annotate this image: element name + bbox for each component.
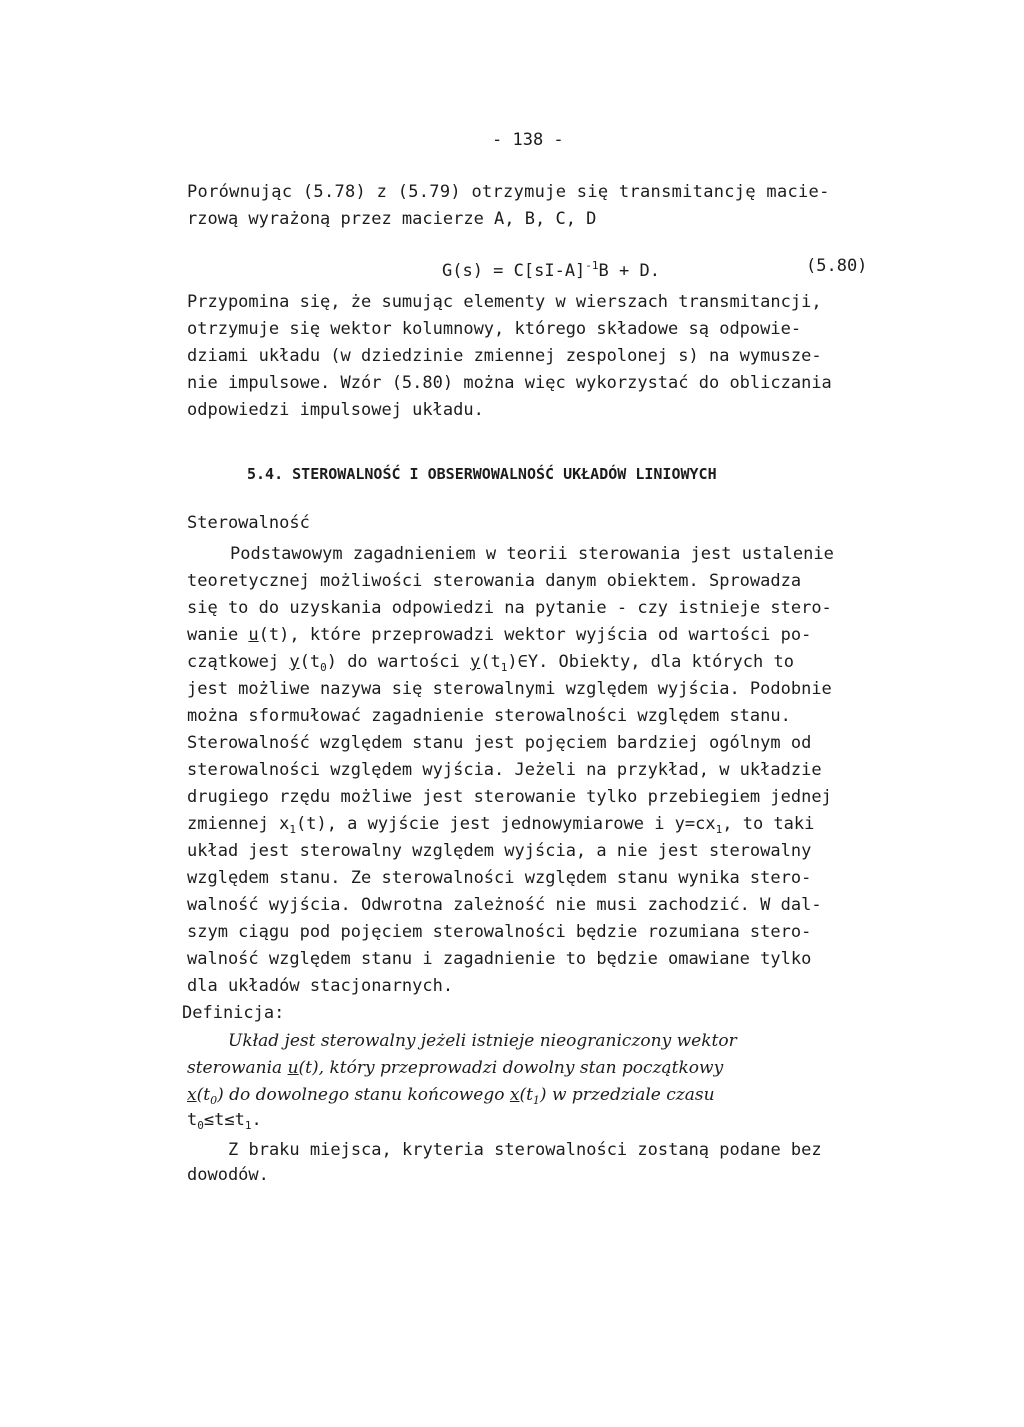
text-run: , to taki bbox=[722, 814, 815, 834]
paragraph-line: Przypomina się, że sumując elementy w wierszach transmitancji, bbox=[187, 292, 822, 312]
text-run: t bbox=[187, 1110, 198, 1130]
text-run: (t bbox=[519, 1085, 533, 1105]
vector-x: x bbox=[509, 1085, 520, 1105]
text-run: ) do wartości bbox=[326, 652, 471, 672]
intro-line-2: rzową wyrażoną przez macierze A, B, C, D bbox=[187, 209, 597, 229]
text-run: (t bbox=[480, 652, 501, 672]
paragraph-line: można sformułować zagadnienie sterowalności względem stanu. bbox=[187, 706, 791, 726]
paragraph-line bbox=[187, 623, 811, 647]
paragraph-line: jest możliwe nazywa się sterowalnymi względem wyjścia. Podobnie bbox=[187, 679, 832, 699]
text-run: ) w przedziale czasu bbox=[539, 1085, 715, 1105]
equation bbox=[442, 254, 660, 283]
text-run: czątkowej bbox=[187, 652, 290, 672]
equation-number: (5.80) bbox=[806, 256, 868, 276]
subscript: 1 bbox=[500, 661, 508, 674]
paragraph-line bbox=[187, 812, 814, 842]
definition-line bbox=[187, 1108, 262, 1138]
subscript: 1 bbox=[289, 823, 296, 836]
subscript: 0 bbox=[210, 1094, 218, 1107]
subscript: 0 bbox=[320, 661, 327, 674]
page-number: - 138 - bbox=[492, 130, 564, 150]
text-run: ≤t≤t bbox=[203, 1110, 245, 1130]
paragraph-line: drugiego rzędu możliwe jest sterowanie tylko przebiegiem jednej bbox=[187, 787, 832, 807]
text-run: (t), który przeprowadzi dowolny stan początkowy bbox=[298, 1058, 724, 1078]
intro-line-1: Porównując (5.78) z (5.79) otrzymuje się transmitancję macie- bbox=[187, 182, 830, 202]
equation-exponent: -1 bbox=[585, 259, 599, 272]
paragraph-line: względem stanu. Ze sterowalności względem stanu wynika stero- bbox=[187, 868, 812, 888]
paragraph-line: sterowalności względem wyjścia. Jeżeli na przykład, w układzie bbox=[187, 760, 822, 780]
equation-rhs: B + D. bbox=[598, 261, 660, 281]
subscript: 0 bbox=[197, 1119, 204, 1132]
paragraph-line bbox=[187, 650, 794, 680]
vector-y: y bbox=[289, 652, 300, 672]
subscript: 1 bbox=[244, 1119, 252, 1132]
paragraph-line: teoretycznej możliwości sterowania danym obiektem. Sprowadza bbox=[187, 571, 802, 591]
definition-line bbox=[187, 1083, 715, 1113]
text-run: )∈Y. Obiekty, dla których to bbox=[507, 652, 794, 672]
paragraph-line: odpowiedzi impulsowej układu. bbox=[187, 400, 484, 420]
equation-lhs: G(s) = C[sI-A] bbox=[442, 261, 586, 281]
definition-line bbox=[187, 1056, 723, 1080]
text-run: (t bbox=[196, 1085, 211, 1105]
paragraph-line: Sterowalność względem stanu jest pojęciem bardziej ogólnym od bbox=[187, 733, 812, 753]
text-run: wanie bbox=[187, 625, 249, 645]
paragraph-line: się to do uzyskania odpowiedzi na pytanie - czy istnieje stero- bbox=[187, 598, 832, 618]
subscript: 1 bbox=[715, 823, 723, 836]
text-run: ) do dowolnego stanu końcowego bbox=[217, 1085, 510, 1105]
definition-label: Definicja: bbox=[182, 1003, 285, 1023]
paragraph-line: Podstawowym zagadnieniem w teorii sterowania jest ustalenie bbox=[230, 544, 834, 564]
paragraph-line: walność względem stanu i zagadnienie to będzie omawiane tylko bbox=[187, 949, 812, 969]
text-run: (t), a wyjście jest jednowymiarowe i y=cx bbox=[295, 814, 716, 834]
subscript: 1 bbox=[532, 1094, 540, 1107]
section-heading: 5.4. STEROWALNOŚĆ I OBSERWOWALNOŚĆ UKŁADÓW LINIOWYCH bbox=[247, 465, 717, 483]
text-run: zmiennej x bbox=[187, 814, 290, 834]
vector-u: u bbox=[287, 1058, 299, 1078]
vector-u: u bbox=[248, 625, 259, 645]
vector-x: x bbox=[187, 1085, 197, 1105]
paragraph-line: otrzymuje się wektor kolumnowy, którego składowe są odpowie- bbox=[187, 319, 802, 339]
text-run: . bbox=[251, 1110, 262, 1130]
paragraph-line: szym ciągu pod pojęciem sterowalności będzie rozumiana stero- bbox=[187, 922, 812, 942]
text-run: (t), które przeprowadzi wektor wyjścia od wartości po- bbox=[258, 625, 812, 645]
text-run: sterowania bbox=[187, 1058, 288, 1078]
paragraph-line: dziami układu (w dziedzinie zmiennej zespolonej s) na wymusze- bbox=[187, 346, 822, 366]
text-run: (t bbox=[299, 652, 321, 672]
paragraph-line: dla układów stacjonarnych. bbox=[187, 976, 454, 996]
closing-line: Z braku miejsca, kryteria sterowalności zostaną podane bez bbox=[228, 1140, 822, 1160]
paragraph-line: nie impulsowe. Wzór (5.80) można więc wykorzystać do obliczania bbox=[187, 373, 832, 393]
definition-line: Układ jest sterowalny jeżeli istnieje nieograniczony wektor bbox=[228, 1031, 737, 1051]
vector-y: y bbox=[470, 652, 481, 672]
paragraph-line: walność wyjścia. Odwrotna zależność nie musi zachodzić. W dal- bbox=[187, 895, 822, 915]
closing-line: dowodów. bbox=[187, 1165, 269, 1185]
subheading: Sterowalność bbox=[187, 513, 310, 533]
paragraph-line: układ jest sterowalny względem wyjścia, a nie jest sterowalny bbox=[187, 841, 812, 861]
